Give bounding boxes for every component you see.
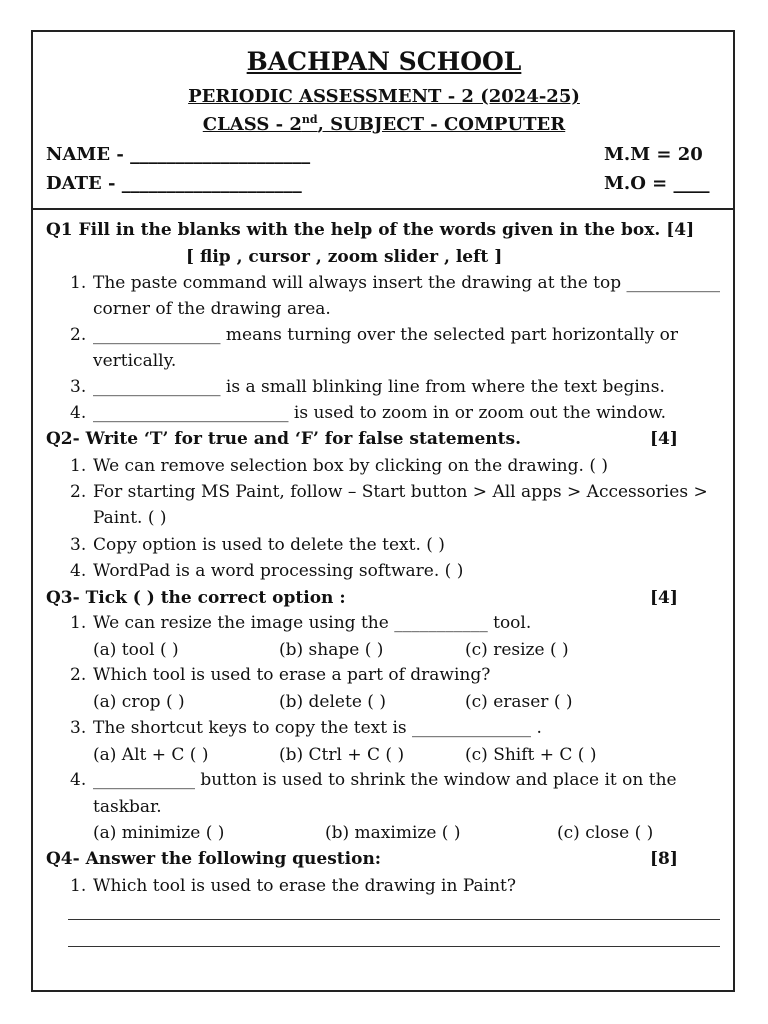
- q1-word-box: [ flip , cursor , zoom slider , left ]: [186, 247, 503, 267]
- q1-item-text: _______________ is a small blinking line from where the text begins.: [93, 377, 665, 397]
- q4-title: Q4- Answer the following question:: [46, 849, 382, 869]
- q3-option[interactable]: (a) tool ( ): [93, 640, 179, 660]
- q2-item-text: Copy option is used to delete the text. ( ): [93, 535, 445, 555]
- q3-item-text: taskbar.: [93, 797, 162, 817]
- q3-option[interactable]: (b) shape ( ): [279, 640, 384, 660]
- q2-item-text: For starting MS Paint, follow – Start button > All apps > Accessories >: [93, 482, 708, 502]
- q3-option[interactable]: (a) minimize ( ): [93, 823, 225, 843]
- q4-item-text: Which tool is used to erase the drawing in Paint?: [93, 876, 516, 896]
- q2-item-text: We can remove selection box by clicking on the drawing. ( ): [93, 456, 608, 476]
- q2-item-number: 2.: [70, 482, 87, 502]
- q3-item-number: 2.: [70, 665, 87, 685]
- marks-obtained[interactable]: M.O = ____: [604, 173, 710, 194]
- q1-item-text: _______________ means turning over the selected part horizontally or: [93, 325, 678, 345]
- answer-line[interactable]: [68, 919, 720, 920]
- q1-item-number: 4.: [70, 403, 87, 423]
- q2-item-text: Paint. ( ): [93, 508, 167, 528]
- q1-item-number: 1.: [70, 273, 87, 293]
- q3-option[interactable]: (c) close ( ): [557, 823, 654, 843]
- q3-item-text: We can resize the image using the ___________ tool.: [93, 613, 532, 633]
- q3-item-text: Which tool is used to erase a part of drawing?: [93, 665, 491, 685]
- date-field[interactable]: DATE - ____________________: [46, 173, 302, 194]
- q2-title: Q2- Write ‘T’ for true and ‘F’ for false statements.: [46, 429, 522, 449]
- q1-title: Q1 Fill in the blanks with the help of the words given in the box. [4]: [46, 220, 695, 240]
- q3-marks: [4]: [650, 588, 678, 608]
- class-subject: CLASS - 2nd, SUBJECT - COMPUTER: [202, 113, 566, 135]
- q2-item-text: WordPad is a word processing software. ( ): [93, 561, 464, 581]
- q2-item-number: 3.: [70, 535, 87, 555]
- q3-item-text: The shortcut keys to copy the text is ______________ .: [93, 718, 542, 738]
- q1-item-text: _______________________ is used to zoom in or zoom out the window.: [93, 403, 667, 423]
- q3-item-text: ____________ button is used to shrink the window and place it on the: [93, 770, 677, 790]
- school-name: BACHPAN SCHOOL: [246, 47, 522, 76]
- assessment-title: PERIODIC ASSESSMENT - 2 (2024-25): [188, 86, 580, 107]
- q4-marks: [8]: [650, 849, 678, 869]
- q4-item-number: 1.: [70, 876, 87, 896]
- q3-option[interactable]: (b) Ctrl + C ( ): [279, 745, 405, 765]
- q3-option[interactable]: (c) eraser ( ): [465, 692, 573, 712]
- q3-item-number: 4.: [70, 770, 87, 790]
- q3-title: Q3- Tick ( ) the correct option :: [46, 588, 346, 608]
- q3-option[interactable]: (c) resize ( ): [465, 640, 569, 660]
- q3-option[interactable]: (a) Alt + C ( ): [93, 745, 209, 765]
- q2-marks: [4]: [650, 429, 678, 449]
- q1-item-number: 3.: [70, 377, 87, 397]
- q1-item-text: corner of the drawing area.: [93, 299, 331, 319]
- q1-item-text: The paste command will always insert the drawing at the top ___________: [93, 273, 721, 293]
- answer-line[interactable]: [68, 946, 720, 947]
- max-marks: M.M = 20: [604, 144, 703, 165]
- q1-item-text: vertically.: [93, 351, 177, 371]
- name-field[interactable]: NAME - ____________________: [46, 144, 311, 165]
- q2-item-number: 1.: [70, 456, 87, 476]
- q3-option[interactable]: (a) crop ( ): [93, 692, 185, 712]
- q3-option[interactable]: (b) maximize ( ): [325, 823, 461, 843]
- q1-item-number: 2.: [70, 325, 87, 345]
- q3-item-number: 1.: [70, 613, 87, 633]
- q3-option[interactable]: (b) delete ( ): [279, 692, 386, 712]
- q2-item-number: 4.: [70, 561, 87, 581]
- q3-option[interactable]: (c) Shift + C ( ): [465, 745, 597, 765]
- header-divider: [31, 208, 735, 210]
- q3-item-number: 3.: [70, 718, 87, 738]
